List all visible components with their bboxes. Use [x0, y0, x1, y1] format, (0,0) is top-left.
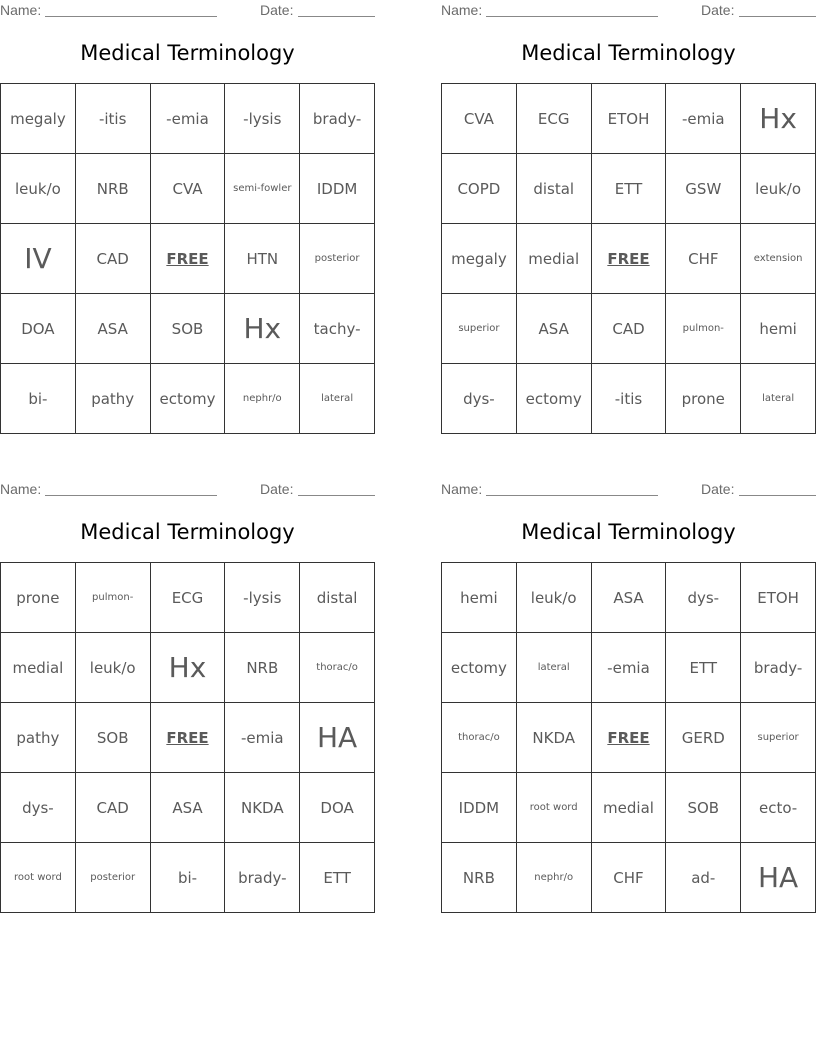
date-label: Date: [701, 481, 735, 497]
name-date-row [0, 2, 375, 20]
bingo-cell: HTN [225, 224, 300, 294]
bingo-cell: ECG [517, 84, 592, 154]
date-label: Date: [701, 2, 735, 18]
bingo-cell: CHF [666, 224, 741, 294]
bingo-cell: SOB [666, 773, 741, 843]
bingo-cell: CVA [151, 154, 226, 224]
bingo-cell: hemi [442, 563, 517, 633]
bingo-cell: thorac/o [300, 633, 375, 703]
name-label: Name: [441, 2, 483, 18]
bingo-cell: HA [300, 703, 375, 773]
bingo-cell: GSW [666, 154, 741, 224]
date-label: Date: [260, 481, 294, 497]
bingo-cell: lateral [741, 364, 816, 434]
bingo-cell: Hx [225, 294, 300, 364]
bingo-cell: COPD [442, 154, 517, 224]
bingo-cell: lateral [300, 364, 375, 434]
bingo-cell: NKDA [517, 703, 592, 773]
bingo-cell: prone [1, 563, 76, 633]
bingo-grid [441, 83, 816, 434]
bingo-cell: tachy- [300, 294, 375, 364]
bingo-cell: ASA [592, 563, 667, 633]
bingo-cell: ecto- [741, 773, 816, 843]
bingo-cell: ECG [151, 563, 226, 633]
bingo-cell: distal [517, 154, 592, 224]
bingo-cell: -lysis [225, 563, 300, 633]
bingo-cell: lateral [517, 633, 592, 703]
bingo-cell: NRB [76, 154, 151, 224]
bingo-cell: medial [592, 773, 667, 843]
free-space-cell: FREE [151, 703, 226, 773]
bingo-cell: ASA [517, 294, 592, 364]
bingo-cell: bi- [151, 843, 226, 913]
bingo-cell: root word [1, 843, 76, 913]
bingo-cell: pulmon- [76, 563, 151, 633]
bingo-cell: medial [1, 633, 76, 703]
bingo-grid [0, 562, 375, 913]
bingo-cell: SOB [76, 703, 151, 773]
card-title: Medical Terminology [80, 41, 295, 65]
bingo-cell: ectomy [151, 364, 226, 434]
bingo-cell: CAD [592, 294, 667, 364]
bingo-cell: nephr/o [225, 364, 300, 434]
bingo-cell: CHF [592, 843, 667, 913]
bingo-grid [0, 83, 375, 434]
bingo-cell: pathy [1, 703, 76, 773]
name-label: Name: [0, 2, 42, 18]
bingo-grid [441, 562, 816, 913]
bingo-cell: ectomy [442, 633, 517, 703]
name-label: Name: [0, 481, 42, 497]
card-title: Medical Terminology [80, 520, 295, 544]
name-line [45, 495, 217, 496]
name-date-row [0, 481, 375, 499]
bingo-cell: -emia [225, 703, 300, 773]
card-title: Medical Terminology [521, 41, 736, 65]
bingo-cell: dys- [442, 364, 517, 434]
bingo-cell: NRB [225, 633, 300, 703]
bingo-cell: leuk/o [1, 154, 76, 224]
bingo-cell: megaly [1, 84, 76, 154]
name-date-row [441, 2, 816, 20]
bingo-cell: brady- [225, 843, 300, 913]
bingo-cell: ASA [76, 294, 151, 364]
bingo-cell: distal [300, 563, 375, 633]
bingo-cell: SOB [151, 294, 226, 364]
bingo-cell: pulmon- [666, 294, 741, 364]
bingo-cell: NKDA [225, 773, 300, 843]
bingo-card-1 [0, 0, 375, 440]
bingo-cell: prone [666, 364, 741, 434]
bingo-cell: posterior [76, 843, 151, 913]
bingo-cell: ad- [666, 843, 741, 913]
bingo-cell: medial [517, 224, 592, 294]
bingo-cell: megaly [442, 224, 517, 294]
bingo-cell: CAD [76, 773, 151, 843]
bingo-cell: hemi [741, 294, 816, 364]
bingo-cell: semi-fowler [225, 154, 300, 224]
bingo-cell: nephr/o [517, 843, 592, 913]
bingo-cell: IDDM [300, 154, 375, 224]
date-line [739, 495, 816, 496]
bingo-cell: IV [1, 224, 76, 294]
date-line [739, 16, 816, 17]
bingo-cell: DOA [300, 773, 375, 843]
bingo-cell: leuk/o [741, 154, 816, 224]
bingo-cell: GERD [666, 703, 741, 773]
date-line [298, 16, 375, 17]
name-date-row [441, 481, 816, 499]
bingo-cell: ETT [300, 843, 375, 913]
bingo-cell: ASA [151, 773, 226, 843]
bingo-cell: ETT [666, 633, 741, 703]
name-line [486, 495, 658, 496]
free-space-cell: FREE [592, 224, 667, 294]
bingo-cell: -lysis [225, 84, 300, 154]
date-line [298, 495, 375, 496]
bingo-cell: CVA [442, 84, 517, 154]
bingo-cell: brady- [741, 633, 816, 703]
bingo-cell: -emia [592, 633, 667, 703]
bingo-cell: pathy [76, 364, 151, 434]
bingo-cell: -itis [592, 364, 667, 434]
bingo-cell: Hx [741, 84, 816, 154]
bingo-cell: ETOH [741, 563, 816, 633]
bingo-cell: IDDM [442, 773, 517, 843]
bingo-card-4 [441, 479, 816, 919]
free-space-cell: FREE [151, 224, 226, 294]
bingo-card-3 [0, 479, 375, 919]
bingo-cell: CAD [76, 224, 151, 294]
bingo-cell: dys- [666, 563, 741, 633]
bingo-cell: superior [442, 294, 517, 364]
bingo-cell: brady- [300, 84, 375, 154]
bingo-cell: HA [741, 843, 816, 913]
bingo-cell: Hx [151, 633, 226, 703]
bingo-cell: extension [741, 224, 816, 294]
date-label: Date: [260, 2, 294, 18]
name-label: Name: [441, 481, 483, 497]
bingo-cell: -emia [666, 84, 741, 154]
bingo-cell: posterior [300, 224, 375, 294]
bingo-cell: thorac/o [442, 703, 517, 773]
card-title: Medical Terminology [521, 520, 736, 544]
bingo-cell: bi- [1, 364, 76, 434]
bingo-cell: NRB [442, 843, 517, 913]
bingo-cell: -emia [151, 84, 226, 154]
bingo-cell: superior [741, 703, 816, 773]
bingo-cell: DOA [1, 294, 76, 364]
bingo-cell: ectomy [517, 364, 592, 434]
bingo-cell: leuk/o [76, 633, 151, 703]
free-space-cell: FREE [592, 703, 667, 773]
bingo-cell: leuk/o [517, 563, 592, 633]
bingo-cell: ETT [592, 154, 667, 224]
bingo-card-2 [441, 0, 816, 440]
bingo-cell: root word [517, 773, 592, 843]
bingo-cell: ETOH [592, 84, 667, 154]
bingo-cell: dys- [1, 773, 76, 843]
name-line [486, 16, 658, 17]
bingo-cell: -itis [76, 84, 151, 154]
name-line [45, 16, 217, 17]
